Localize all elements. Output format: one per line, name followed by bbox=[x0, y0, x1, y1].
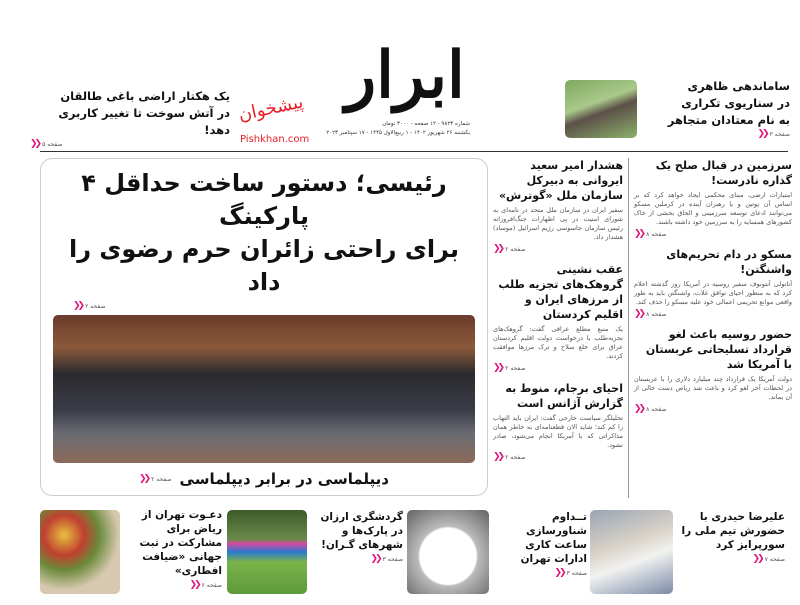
bottom-item[interactable] bbox=[407, 508, 587, 598]
headline-line: یک هکتار اراضی باغی طالقان bbox=[60, 89, 230, 103]
page-ref: ❯❯ صفحه ۲ bbox=[493, 244, 526, 254]
arrows-icon: ❯❯ bbox=[554, 568, 564, 578]
arrows-icon: ❯❯ bbox=[752, 554, 762, 564]
arrows-icon: ❯❯ bbox=[634, 229, 644, 239]
page-ref: ❯❯ صفحه ۸ bbox=[634, 229, 667, 239]
page-ref: ❯❯ صفحه ۳ bbox=[554, 568, 587, 578]
middle-column bbox=[493, 158, 623, 470]
headline: گردشگری ارزان در پارک‌ها و شهرهای گـران! bbox=[320, 511, 403, 551]
park-photo bbox=[227, 510, 307, 594]
bottom-item[interactable] bbox=[40, 508, 222, 598]
food-photo bbox=[40, 510, 120, 594]
top-right-story[interactable] bbox=[565, 78, 790, 148]
story-photo bbox=[565, 80, 637, 138]
news-item[interactable] bbox=[634, 247, 792, 319]
headline-line: ساماندهی ظاهری bbox=[687, 79, 790, 93]
top-left-story[interactable] bbox=[30, 88, 230, 149]
bottom-row bbox=[40, 508, 800, 603]
bottom-item[interactable] bbox=[590, 508, 785, 598]
headline-line: به نام معتادان متجاهر bbox=[667, 113, 790, 127]
watermark: پیشخوان bbox=[236, 91, 306, 126]
headline: هشدار امیر سعید ایروانی به دبیرکل سازمان ملل «گوترش» bbox=[498, 159, 623, 202]
news-item[interactable] bbox=[634, 327, 792, 414]
logo: ابرار bbox=[345, 38, 465, 113]
page-ref: ❯❯ صفحه ۲ bbox=[139, 474, 172, 484]
watermark-url: Pishkhan.com bbox=[240, 134, 310, 145]
column-divider bbox=[628, 158, 629, 498]
arrows-icon: ❯❯ bbox=[493, 244, 503, 254]
lead-story[interactable] bbox=[40, 158, 488, 496]
page-ref: ❯❯ صفحه ۲ bbox=[493, 363, 526, 373]
page-ref: ❯❯ صفحه ۷ bbox=[752, 554, 785, 564]
sub-headline: دیپلماسی در برابر دیپلماسی bbox=[179, 470, 389, 488]
summary: امتیازات ارضی، مبنای محکمی ایجاد خواهد کرد که بر اساس آن پوتین و یا رهبران آینده در کرملین مسکو می‌توانند ادعای توسعه سرزمینی و الحاق بخشی از خاک کشورهای همسایه را به سرزمین خود داشته باشند. bbox=[634, 191, 792, 226]
page-ref: ❯❯ صفحه ۸ bbox=[634, 309, 667, 319]
summary: آناتولی آنتونوف سفیر روسیه در آمریکا روز گذشته اعلام کرد که به منظور احیای توافق غلات، واشنگتن باید به طور واقعی موانع تحریمی اعمالی خود علیه مسکو را حذف کند. bbox=[634, 280, 792, 306]
news-item[interactable] bbox=[493, 158, 623, 254]
arrows-icon: ❯❯ bbox=[493, 452, 503, 462]
news-item[interactable] bbox=[493, 262, 623, 373]
arrows-icon: ❯❯ bbox=[370, 554, 380, 564]
summary: یک منبع مطلع عراقی گفت: گروهک‌های تجزیه‌طلب با درخواست دولت اقلیم کردستان عراق برای خلع سلاح و ترک مرزها موافقت کردند. bbox=[493, 325, 623, 360]
lead-headline-line: برای راحتی زائران حرم رضوی را داد bbox=[69, 235, 459, 296]
arrows-icon: ❯❯ bbox=[493, 363, 503, 373]
headline: سرزمین در قبال صلح یک گذاره نادرست! bbox=[655, 159, 792, 187]
headline: علیرضا حیدری با حضورش تیم ملی را سورپرایز کرد bbox=[681, 511, 785, 551]
news-item[interactable] bbox=[634, 158, 792, 239]
summary: تحلیلگر سیاست خارجی گفت: ایران باید التهاب را کم کند؛ شاید الان قطعنامه‌ای به خاطر همان مذاکراتی که با آمریکا انجام می‌شود، صادر نشود. bbox=[493, 414, 623, 449]
issue-line: شماره ۹۸۲۳ - ۱۲ صفحه - ۳۰۰۰ تومان bbox=[382, 121, 470, 127]
clock-photo bbox=[407, 510, 489, 594]
headline: حضور روسیه باعث لغو قرارداد تسلیحاتی عربستان با آمریکا شد bbox=[645, 328, 792, 371]
page-ref: ❯❯ صفحه ۲ bbox=[493, 452, 526, 462]
arrows-icon: ❯❯ bbox=[189, 580, 199, 590]
page-ref: ❯❯ صفحه ۳ bbox=[370, 554, 403, 564]
headline: دعـوت تهران از ریاض برای مشارکت در ثبت جهانی «ضیافت افطاری» bbox=[139, 509, 222, 577]
masthead-divider bbox=[40, 151, 788, 152]
page-ref: ❯❯ صفحه ۲ bbox=[73, 301, 106, 311]
right-column bbox=[634, 158, 792, 422]
headline: مسکو در دام تحریم‌های واشنگتن! bbox=[666, 248, 792, 276]
page-ref: ❯❯ صفحه ۶ bbox=[189, 580, 222, 590]
arrows-icon: ❯❯ bbox=[30, 139, 40, 149]
arrows-icon: ❯❯ bbox=[139, 474, 149, 484]
page-ref: صفحه ۳ ❮❮ bbox=[757, 129, 790, 139]
date-line: یکشنبه ۲۶ شهریور ۱۴۰۲ - ۱ ربیع‌الاول ۱۴۴۵ - ۱۷ سپتامبر ۲۰۲۳ bbox=[326, 130, 470, 136]
headline: عقب نشینی گروهک‌های تجزیه طلب از مرزهای ایران و اقلیم کردستان bbox=[498, 263, 623, 321]
story-photo bbox=[590, 510, 673, 594]
page-ref: ❯❯ صفحه ۸ bbox=[634, 404, 667, 414]
headline-line: در سناریوی تکراری bbox=[681, 96, 790, 110]
arrows-icon: ❯❯ bbox=[73, 301, 83, 311]
arrows-icon: ❯❯ bbox=[634, 309, 644, 319]
headline: احیای برجام، منوط به گزارش آژانس است bbox=[505, 382, 623, 410]
page-ref: ❯❯ صفحه ۵ bbox=[30, 139, 63, 149]
headline-line: در آتش سوخت تا تغییر کاربری دهد! bbox=[58, 106, 230, 137]
arrows-icon: ❮❮ bbox=[757, 129, 767, 139]
bottom-item[interactable] bbox=[227, 508, 403, 598]
arrows-icon: ❯❯ bbox=[634, 404, 644, 414]
headline: تــداوم شناورسازی ساعت کاری ادارات تهران bbox=[520, 511, 587, 565]
news-item[interactable] bbox=[493, 381, 623, 462]
lead-photo bbox=[53, 315, 475, 463]
summary: دولت آمریکا یک قرارداد چند میلیارد دلاری را با عربستان در لحظات آخر لغو کرد و باعث شد ریاض دست خالی از آن بماند. bbox=[634, 375, 792, 401]
summary: سفیر ایران در سازمان ملل متحد در نامه‌ای به شورای امنیت در پی اظهارات جنگ‌افروزانه رئیس سازمان جاسوسی رژیم اسرائیل (موساد) هشدار داد. bbox=[493, 206, 623, 241]
lead-headline-line: رئیسی؛ دستور ساخت حداقل ۴ پارکینگ bbox=[81, 169, 447, 230]
